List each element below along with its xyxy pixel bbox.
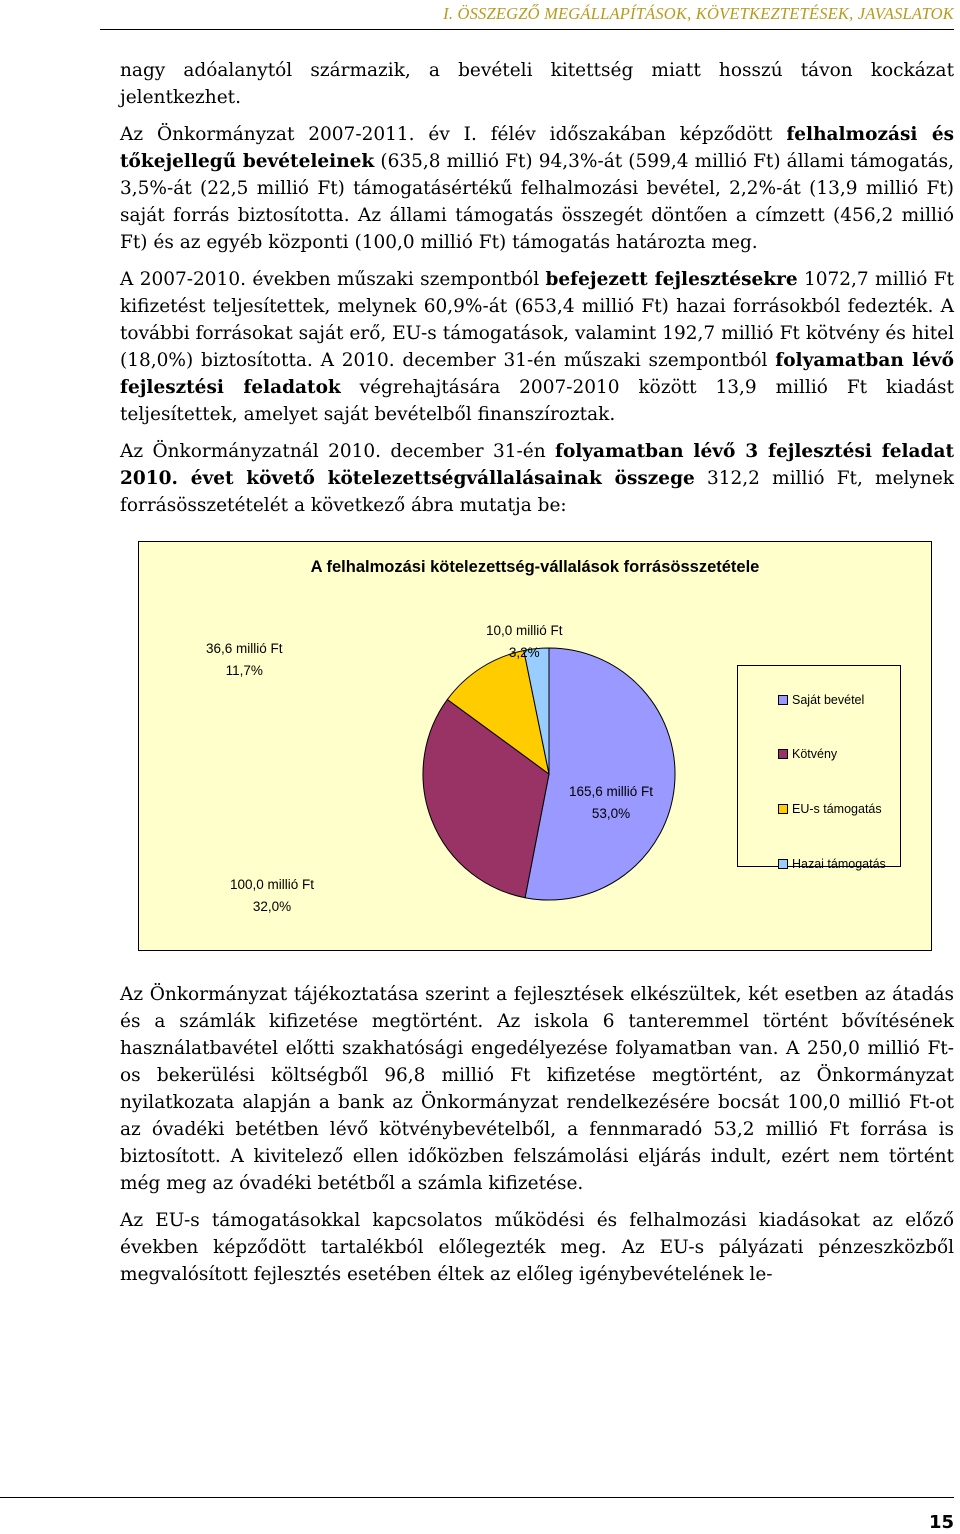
running-header: I. ÖSSZEGZŐ MEGÁLLAPÍTÁSOK, KÖVETKEZTETÉSEK, JAVASLATOK xyxy=(443,4,954,23)
slice-label-hazai-tamogatas xyxy=(486,620,563,664)
page-content xyxy=(120,57,954,1288)
legend-swatch xyxy=(778,695,788,705)
text-run: 312,2 millió Ft, melynek forrásösszetételét a következő ábra mutatja be: xyxy=(120,468,954,516)
legend-label: EU-s támogatás xyxy=(792,802,882,816)
legend-item-sajat-bevetel xyxy=(778,687,864,714)
text-run: Az Önkormányzat 2007-2011. év I. félév időszakában képződött xyxy=(120,124,787,145)
text-run-bold: felhalmozási és tőkejellegű bevételeinek xyxy=(120,124,955,172)
text-run: (635,8 millió Ft) 94,3%-át (599,4 millió Ft) állami támogatás, 3,5%-át (22,5 millió Ft) támogatásértékű felhalmozási bevétel, 2,2%-át (13,9 millió Ft) saját forrás biztosította. Az állami támogatás összegét döntően a címzett (456,2 millió Ft) és az egyéb központi (100,0 millió Ft) támogatás határozta meg. xyxy=(120,151,954,253)
legend-item-kotveny xyxy=(778,741,837,768)
chart-legend xyxy=(737,665,901,871)
paragraph-eu-funding: Az EU-s támogatásokkal kapcsolatos működési és felhalmozási kiadásokat az előző években képződött tartalékból előlegezték meg. Az EU-s pályázati pénzeszközből megvalósított fejlesztés esetében éltek az előleg igénybevételének le- xyxy=(120,1210,954,1285)
slice-label-amount: 36,6 millió Ft xyxy=(206,641,283,656)
legend-swatch xyxy=(778,859,788,869)
legend-swatch xyxy=(778,749,788,759)
text-run: végrehajtására 2007-2010 között 13,9 millió Ft kiadást teljesítettek, amelyet saját bevételből finanszíroztak. xyxy=(120,377,954,425)
slice-label-amount: 100,0 millió Ft xyxy=(230,877,315,892)
slice-label-amount: 10,0 millió Ft xyxy=(486,623,563,638)
footer-rule xyxy=(0,1497,954,1498)
slice-label-percent: 32,0% xyxy=(252,899,292,914)
legend-label: Kötvény xyxy=(792,747,838,761)
legend-swatch xyxy=(778,804,788,814)
legend-item-hazai-tamogatas xyxy=(778,851,886,878)
paragraph-continuation: nagy adóalanytól származik, a bevételi kitettség miatt hosszú távon kockázat jelentkezhet. xyxy=(120,60,954,108)
text-run-bold: befejezett fejlesztésekre xyxy=(545,269,798,290)
text-run: A 2007-2010. években műszaki szempontból xyxy=(120,269,546,290)
legend-item-eu-tamogatas xyxy=(778,796,882,823)
text-run: Az Önkormányzatnál 2010. december 31-én xyxy=(120,441,555,462)
slice-label-eu-tamogatas xyxy=(206,638,283,682)
slice-label-kotveny xyxy=(230,874,314,918)
paragraph-project-status: Az Önkormányzat tájékoztatása szerint a fejlesztések elkészültek, két esetben az átadás és a számlák kifizetése megtörtént. Az iskola 6 tanteremmel történt bővítésének használatbavétel előtti szakhatósági engedélyezése folyamatban van. A 250,0 millió Ft-os bekerülési költségből 96,8 millió Ft kifizetése megtörtént, az Önkormányzat nyilatkozata alapján a bank az Önkormányzat rendelkezésére bocsát 100,0 millió Ft-ot az óvadéki betétben lévő kötvénybevételből, a fennmaradó 53,2 millió Ft forrása is biztosított. A kivitelező ellen időközben felszámolási eljárás indult, ezért nem történt még meg az óvadéki betétből a számla kifizetése. xyxy=(120,984,954,1194)
slice-label-percent: 11,7% xyxy=(225,663,263,678)
chart-title: A felhalmozási kötelezettség-vállalások forrásösszetétele xyxy=(310,558,760,576)
text-run-bold: folyamatban lévő fejlesztési feladatok xyxy=(120,350,955,398)
text-run: 1072,7 millió Ft kifizetést teljesítettek, melynek 60,9%-át (653,4 millió Ft) hazai forrásokból fedezték. A további forrásokat saját erő, EU-s támogatások, valamint 192,7 millió Ft kötvény és hitel (18,0%) biztosította. A 2010. december 31-én műszaki szempontból xyxy=(120,269,954,371)
pie-chart xyxy=(138,541,932,951)
page-number: 15 xyxy=(928,1512,954,1533)
slice-label-sajat-bevetel xyxy=(569,781,653,825)
text-run-bold: folyamatban lévő 3 fejlesztési feladat 2010. évet követő kötelezettségvállalásainak összege xyxy=(120,441,954,489)
slice-label-percent: 3,2% xyxy=(508,645,540,660)
legend-label: Hazai támogatás xyxy=(792,857,886,871)
legend-label: Saját bevétel xyxy=(792,693,865,707)
slice-label-percent: 53,0% xyxy=(591,806,631,821)
paragraph-completed-developments xyxy=(120,266,954,428)
paragraph-capital-revenues xyxy=(120,121,954,256)
slice-label-amount: 165,6 millió Ft xyxy=(569,784,654,799)
header-rule xyxy=(100,29,954,30)
paragraph-commitments xyxy=(120,438,954,519)
